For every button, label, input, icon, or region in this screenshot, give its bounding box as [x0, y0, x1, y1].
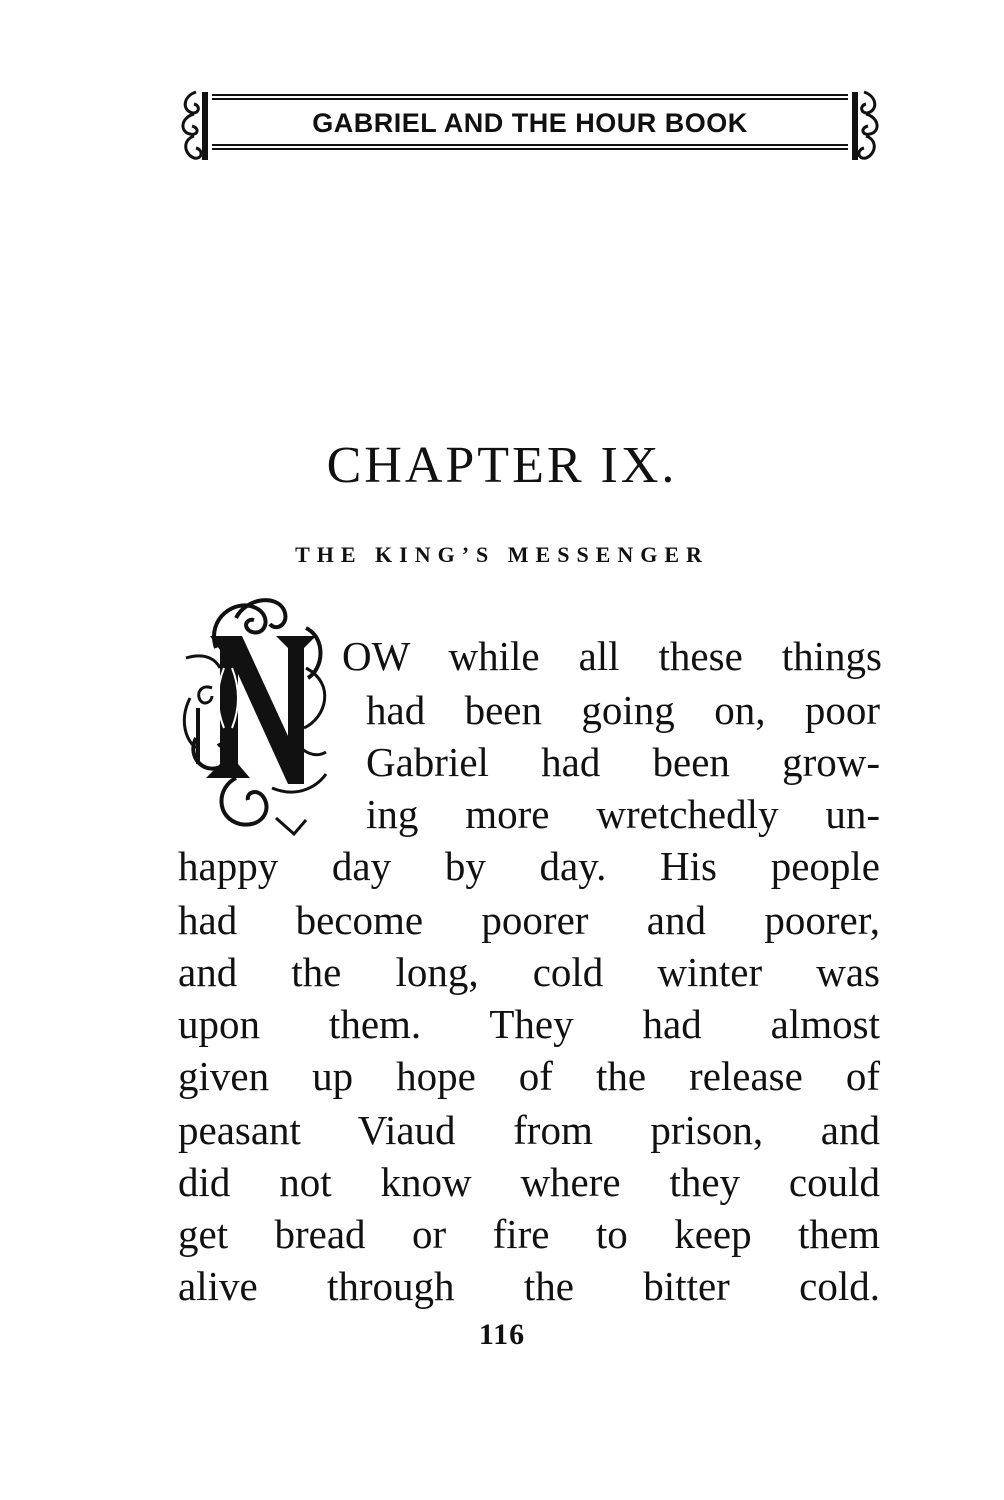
running-title: GABRIEL AND THE HOUR BOOK — [312, 108, 748, 138]
body-line-3: Gabriel had been grow- — [366, 739, 880, 785]
body-line-11: did not know where they could — [178, 1159, 880, 1205]
body-line-4: ing more wretchedly un- — [366, 791, 880, 837]
body-line-12: get bread or fire to keep them — [178, 1211, 880, 1257]
body-line-9: given up hope of the release of — [178, 1053, 880, 1099]
body-line-13: alive through the bitter cold. — [178, 1263, 880, 1309]
body-line-10: peasant Viaud from prison, and — [178, 1107, 880, 1153]
body-line-6: had become poorer and poorer, — [178, 897, 880, 943]
body-line-8: upon them. They had almost — [178, 1001, 880, 1047]
body-line-1: OW while all these things — [342, 633, 882, 679]
page-number: 116 — [478, 1318, 526, 1351]
body-line-2: had been going on, poor — [366, 687, 880, 733]
body-line-7: and the long, cold winter was — [178, 949, 880, 995]
body-line-5: happy day by day. His people — [178, 843, 880, 889]
decorated-drop-cap-n — [176, 588, 336, 838]
running-header — [176, 88, 884, 164]
scroll-ornament-left-icon — [176, 88, 212, 164]
scroll-ornament-right-icon — [848, 88, 884, 164]
chapter-subtitle: THE KING’S MESSENGER — [295, 542, 709, 567]
chapter-title: CHAPTER IX. — [326, 437, 678, 494]
